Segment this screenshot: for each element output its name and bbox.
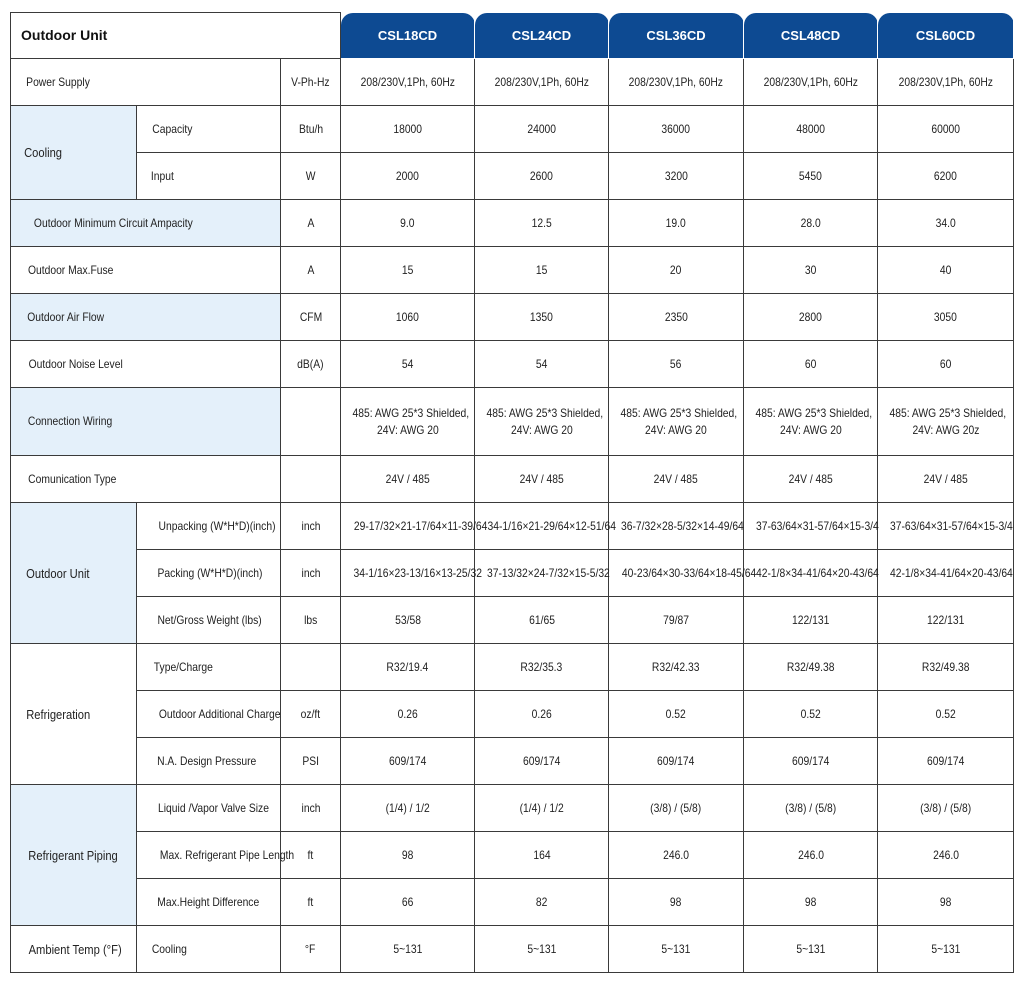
row-ambient-temp xyxy=(11,926,1014,973)
value-cell: (1/4) / 1/2 xyxy=(475,785,609,832)
value-cell: 609/174 xyxy=(341,738,475,785)
value-cell: 0.52 xyxy=(609,691,744,738)
row-air-flow xyxy=(11,294,1014,341)
unit-cell: inch xyxy=(281,550,341,597)
unit-cell: °F xyxy=(281,926,341,973)
unit-cell: inch xyxy=(281,503,341,550)
row-wiring xyxy=(11,388,1014,456)
value-cell: 42-1/8×34-41/64×20-43/64 xyxy=(744,550,878,597)
value-cell: 12.5 xyxy=(475,200,609,247)
unit-cell xyxy=(281,388,341,456)
unit-cell: V-Ph-Hz xyxy=(281,59,341,106)
value-cell: 20 xyxy=(609,247,744,294)
value-cell: 48000 xyxy=(744,106,878,153)
value-cell: 24V / 485 xyxy=(744,456,878,503)
value-cell: 40 xyxy=(878,247,1014,294)
row-noise xyxy=(11,341,1014,388)
unit-cell xyxy=(281,644,341,691)
unit-cell: dB(A) xyxy=(281,341,341,388)
value-cell: 60000 xyxy=(878,106,1014,153)
value-cell: 98 xyxy=(878,879,1014,926)
unit-cell: W xyxy=(281,153,341,200)
value-cell: 485: AWG 25*3 Shielded, 24V: AWG 20 xyxy=(475,388,609,456)
value-cell: 30 xyxy=(744,247,878,294)
value-cell: 36-7/32×28-5/32×14-49/64 xyxy=(609,503,744,550)
value-cell: 208/230V,1Ph, 60Hz xyxy=(475,59,609,106)
unit-cell: ft xyxy=(281,832,341,879)
value-cell: 53/58 xyxy=(341,597,475,644)
value-cell: 2600 xyxy=(475,153,609,200)
row-valve-size xyxy=(11,785,1014,832)
row-pipe-length xyxy=(11,832,1014,879)
model-header: CSL24CD xyxy=(475,13,609,59)
value-cell: 2800 xyxy=(744,294,878,341)
value-cell: 37-63/64×31-57/64×15-3/4 xyxy=(744,503,878,550)
row-cooling-capacity xyxy=(11,106,1014,153)
row-label: Comunication Type xyxy=(11,456,281,503)
group-label-refrigerant-piping: Refrigerant Piping xyxy=(11,785,137,926)
row-additional-charge xyxy=(11,691,1014,738)
value-cell: 1350 xyxy=(475,294,609,341)
value-cell: 485: AWG 25*3 Shielded, 24V: AWG 20 xyxy=(744,388,878,456)
value-cell: 5~131 xyxy=(475,926,609,973)
row-label: Max.Height Difference xyxy=(137,879,281,926)
value-cell: 34.0 xyxy=(878,200,1014,247)
model-header: CSL48CD xyxy=(744,13,878,59)
value-cell: 98 xyxy=(609,879,744,926)
value-cell: 3050 xyxy=(878,294,1014,341)
row-label: Outdoor Additional Charge xyxy=(137,691,281,738)
value-cell: 9.0 xyxy=(341,200,475,247)
value-cell: 37-63/64×31-57/64×15-3/4 xyxy=(878,503,1014,550)
value-cell: 6200 xyxy=(878,153,1014,200)
unit-cell: A xyxy=(281,247,341,294)
model-header: CSL18CD xyxy=(341,13,475,59)
value-cell: R32/35.3 xyxy=(475,644,609,691)
value-cell: 5~131 xyxy=(878,926,1014,973)
spec-table xyxy=(10,12,1014,973)
value-cell: (3/8) / (5/8) xyxy=(878,785,1014,832)
value-cell: 18000 xyxy=(341,106,475,153)
header-row xyxy=(11,13,1014,59)
value-cell: 246.0 xyxy=(878,832,1014,879)
value-cell: 208/230V,1Ph, 60Hz xyxy=(878,59,1014,106)
value-cell: 24000 xyxy=(475,106,609,153)
value-cell: 66 xyxy=(341,879,475,926)
value-cell: 37-13/32×24-7/32×15-5/32 xyxy=(475,550,609,597)
row-type-charge xyxy=(11,644,1014,691)
value-cell: 2000 xyxy=(341,153,475,200)
row-label: Liquid /Vapor Valve Size xyxy=(137,785,281,832)
value-cell: 5450 xyxy=(744,153,878,200)
row-weight xyxy=(11,597,1014,644)
value-cell: 5~131 xyxy=(341,926,475,973)
unit-cell: oz/ft xyxy=(281,691,341,738)
value-cell: R32/19.4 xyxy=(341,644,475,691)
value-cell: 0.26 xyxy=(475,691,609,738)
row-label: Capacity xyxy=(137,106,281,153)
group-label-refrigeration: Refrigeration xyxy=(11,644,137,785)
value-cell: (1/4) / 1/2 xyxy=(341,785,475,832)
value-cell: 42-1/8×34-41/64×20-43/64 xyxy=(878,550,1014,597)
row-label: Outdoor Air Flow xyxy=(11,294,281,341)
value-cell: 609/174 xyxy=(744,738,878,785)
value-cell: 609/174 xyxy=(475,738,609,785)
value-cell: 60 xyxy=(878,341,1014,388)
value-cell: 79/87 xyxy=(609,597,744,644)
value-cell: 98 xyxy=(341,832,475,879)
row-label: Outdoor Noise Level xyxy=(11,341,281,388)
row-cooling-input xyxy=(11,153,1014,200)
value-cell: 122/131 xyxy=(744,597,878,644)
row-label: Input xyxy=(137,153,281,200)
value-cell: 609/174 xyxy=(609,738,744,785)
value-cell: 609/174 xyxy=(878,738,1014,785)
value-cell: 24V / 485 xyxy=(878,456,1014,503)
row-max-fuse xyxy=(11,247,1014,294)
unit-cell xyxy=(281,456,341,503)
value-cell: 54 xyxy=(341,341,475,388)
row-design-pressure xyxy=(11,738,1014,785)
value-cell: 3200 xyxy=(609,153,744,200)
value-cell: (3/8) / (5/8) xyxy=(744,785,878,832)
table-title: Outdoor Unit xyxy=(11,13,341,59)
row-label: Outdoor Max.Fuse xyxy=(11,247,281,294)
value-cell: 24V / 485 xyxy=(475,456,609,503)
value-cell: R32/49.38 xyxy=(878,644,1014,691)
row-unpacking xyxy=(11,503,1014,550)
group-label-ambient-temp: Ambient Temp (°F) xyxy=(11,926,137,973)
value-cell: 5~131 xyxy=(744,926,878,973)
row-label: Net/Gross Weight (lbs) xyxy=(137,597,281,644)
value-cell: 34-1/16×23-13/16×13-25/32 xyxy=(341,550,475,597)
model-header: CSL60CD xyxy=(878,13,1014,59)
value-cell: R32/42.33 xyxy=(609,644,744,691)
value-cell: 15 xyxy=(341,247,475,294)
row-packing xyxy=(11,550,1014,597)
unit-cell: A xyxy=(281,200,341,247)
value-cell: 60 xyxy=(744,341,878,388)
value-cell: 29-17/32×21-17/64×11-39/64 xyxy=(341,503,475,550)
row-label: Connection Wiring xyxy=(11,388,281,456)
value-cell: 15 xyxy=(475,247,609,294)
value-cell: 54 xyxy=(475,341,609,388)
value-cell: 34-1/16×21-29/64×12-51/64 xyxy=(475,503,609,550)
value-cell: 40-23/64×30-33/64×18-45/64 xyxy=(609,550,744,597)
value-cell: 28.0 xyxy=(744,200,878,247)
value-cell: 122/131 xyxy=(878,597,1014,644)
group-label-outdoor-unit: Outdoor Unit xyxy=(11,503,137,644)
row-power-supply xyxy=(11,59,1014,106)
unit-cell: lbs xyxy=(281,597,341,644)
value-cell: 208/230V,1Ph, 60Hz xyxy=(609,59,744,106)
row-min-circuit xyxy=(11,200,1014,247)
row-label: N.A. Design Pressure xyxy=(137,738,281,785)
value-cell: 19.0 xyxy=(609,200,744,247)
value-cell: 208/230V,1Ph, 60Hz xyxy=(341,59,475,106)
value-cell: 485: AWG 25*3 Shielded, 24V: AWG 20 xyxy=(609,388,744,456)
value-cell: 164 xyxy=(475,832,609,879)
row-label: Unpacking (W*H*D)(inch) xyxy=(137,503,281,550)
value-cell: 2350 xyxy=(609,294,744,341)
value-cell: 61/65 xyxy=(475,597,609,644)
unit-cell: PSI xyxy=(281,738,341,785)
value-cell: 82 xyxy=(475,879,609,926)
value-cell: 0.26 xyxy=(341,691,475,738)
value-cell: 36000 xyxy=(609,106,744,153)
row-label: Packing (W*H*D)(inch) xyxy=(137,550,281,597)
value-cell: 485: AWG 25*3 Shielded, 24V: AWG 20 xyxy=(341,388,475,456)
unit-cell: ft xyxy=(281,879,341,926)
value-cell: (3/8) / (5/8) xyxy=(609,785,744,832)
value-cell: 485: AWG 25*3 Shielded, 24V: AWG 20z xyxy=(878,388,1014,456)
value-cell: 208/230V,1Ph, 60Hz xyxy=(744,59,878,106)
row-label: Type/Charge xyxy=(137,644,281,691)
value-cell: 246.0 xyxy=(744,832,878,879)
row-label: Power Supply xyxy=(11,59,281,106)
group-label-cooling: Cooling xyxy=(11,106,137,200)
value-cell: 24V / 485 xyxy=(341,456,475,503)
row-label: Max. Refrigerant Pipe Length xyxy=(137,832,281,879)
unit-cell: CFM xyxy=(281,294,341,341)
unit-cell: inch xyxy=(281,785,341,832)
value-cell: 56 xyxy=(609,341,744,388)
model-header: CSL36CD xyxy=(609,13,744,59)
value-cell: 246.0 xyxy=(609,832,744,879)
value-cell: 24V / 485 xyxy=(609,456,744,503)
value-cell: R32/49.38 xyxy=(744,644,878,691)
unit-cell: Btu/h xyxy=(281,106,341,153)
row-comm-type xyxy=(11,456,1014,503)
row-label: Outdoor Minimum Circuit Ampacity xyxy=(11,200,281,247)
value-cell: 5~131 xyxy=(609,926,744,973)
value-cell: 1060 xyxy=(341,294,475,341)
value-cell: 98 xyxy=(744,879,878,926)
row-label: Cooling xyxy=(137,926,281,973)
value-cell: 0.52 xyxy=(744,691,878,738)
value-cell: 0.52 xyxy=(878,691,1014,738)
row-height-difference xyxy=(11,879,1014,926)
